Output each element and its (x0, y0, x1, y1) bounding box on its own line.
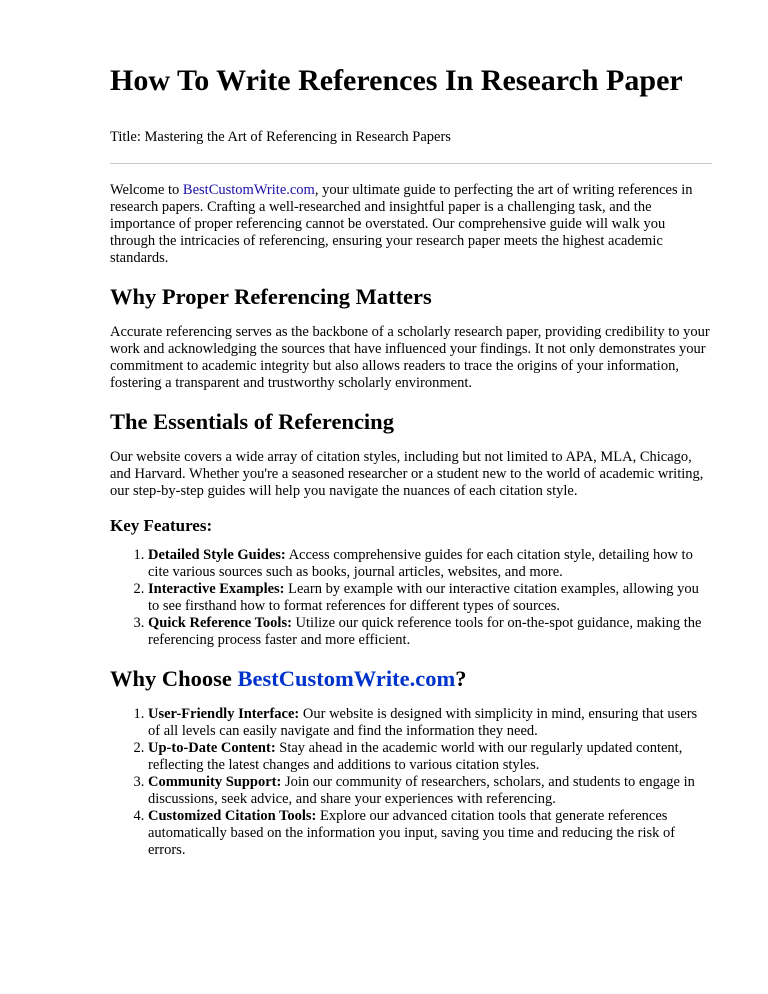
item-text: Explore our advanced citation tools that generate references automatically based on the information you input, saving you time and reducing the risk of errors. (148, 807, 676, 858)
section-body-essentials: Our website covers a wide array of citation styles, including but not limited to APA, MLA, Chicago, and Harvard. Whether you're a seasoned researcher or a student new to the world of academic writing, our step-by-step guides will help you navigate the nuances of each citation style. (110, 449, 704, 500)
heading-question-mark: ? (455, 665, 467, 691)
item-text: Learn by example with our interactive citation examples, allowing you to see firsthand how to format references for different types of sources. (148, 580, 699, 614)
section-heading-why-choose (110, 665, 712, 692)
divider (110, 163, 712, 164)
site-link[interactable]: BestCustomWrite.com (182, 182, 315, 199)
item-label: Interactive Examples: (148, 580, 285, 597)
section-heading-why-referencing: Why Proper Referencing Matters (110, 284, 432, 310)
item-label: User-Friendly Interface: (148, 705, 300, 722)
section-heading-essentials: The Essentials of Referencing (110, 409, 394, 435)
item-label: Customized Citation Tools: (148, 807, 317, 824)
item-text: Our website is designed with simplicity in mind, ensuring that users of all levels can easily navigate and find the information they need. (148, 705, 698, 739)
intro-text-rest: , your ultimate guide to perfecting the art of writing references in research papers. Crafting a well-researched and insightful paper is a challenging task, and the importance of proper referencing cannot be overstated. Our comprehensive guide will walk you through the intricacies of referencing, ensuring your research paper meets the highest academic standards. (110, 182, 693, 267)
intro-text-start: Welcome to (110, 182, 183, 199)
list-item (148, 740, 712, 774)
subheading-key-features: Key Features: (110, 516, 213, 536)
heading-site-link[interactable]: BestCustomWrite.com (237, 665, 456, 691)
list-item (148, 808, 712, 859)
page-title: How To Write References In Research Paper (110, 64, 683, 97)
item-label: Up-to-Date Content: (148, 739, 276, 756)
item-text: Utilize our quick reference tools for on-the-spot guidance, making the referencing process faster and more efficient. (148, 614, 702, 648)
list-item (148, 774, 712, 808)
item-label: Community Support: (148, 773, 282, 790)
list-item (148, 615, 712, 649)
list-item (148, 706, 712, 740)
list-item (148, 581, 712, 615)
item-label: Detailed Style Guides: (148, 546, 286, 563)
why-choose-list (110, 706, 712, 859)
item-text: Stay ahead in the academic world with our regularly updated content, reflecting the latest changes and additions to various citation styles. (148, 739, 683, 773)
list-item (148, 547, 712, 581)
intro-paragraph (110, 182, 712, 267)
heading-text: Why Choose (110, 665, 238, 691)
item-text: Access comprehensive guides for each citation style, detailing how to cite various sources such as books, journal articles, websites, and more. (148, 546, 693, 580)
item-label: Quick Reference Tools: (148, 614, 292, 631)
document-subtitle: Title: Mastering the Art of Referencing in Research Papers (110, 128, 451, 145)
item-text: Join our community of researchers, scholars, and students to engage in discussions, seek advice, and share your experiences with referencing. (148, 773, 695, 807)
key-features-list (110, 547, 712, 649)
section-body-why-referencing: Accurate referencing serves as the backbone of a scholarly research paper, providing credibility to your work and acknowledging the sources that have influenced your findings. It not only demonstrates your commitment to academic integrity but also allows readers to trace the origins of your information, fostering a transparent and trustworthy scholarly environment. (110, 324, 710, 392)
